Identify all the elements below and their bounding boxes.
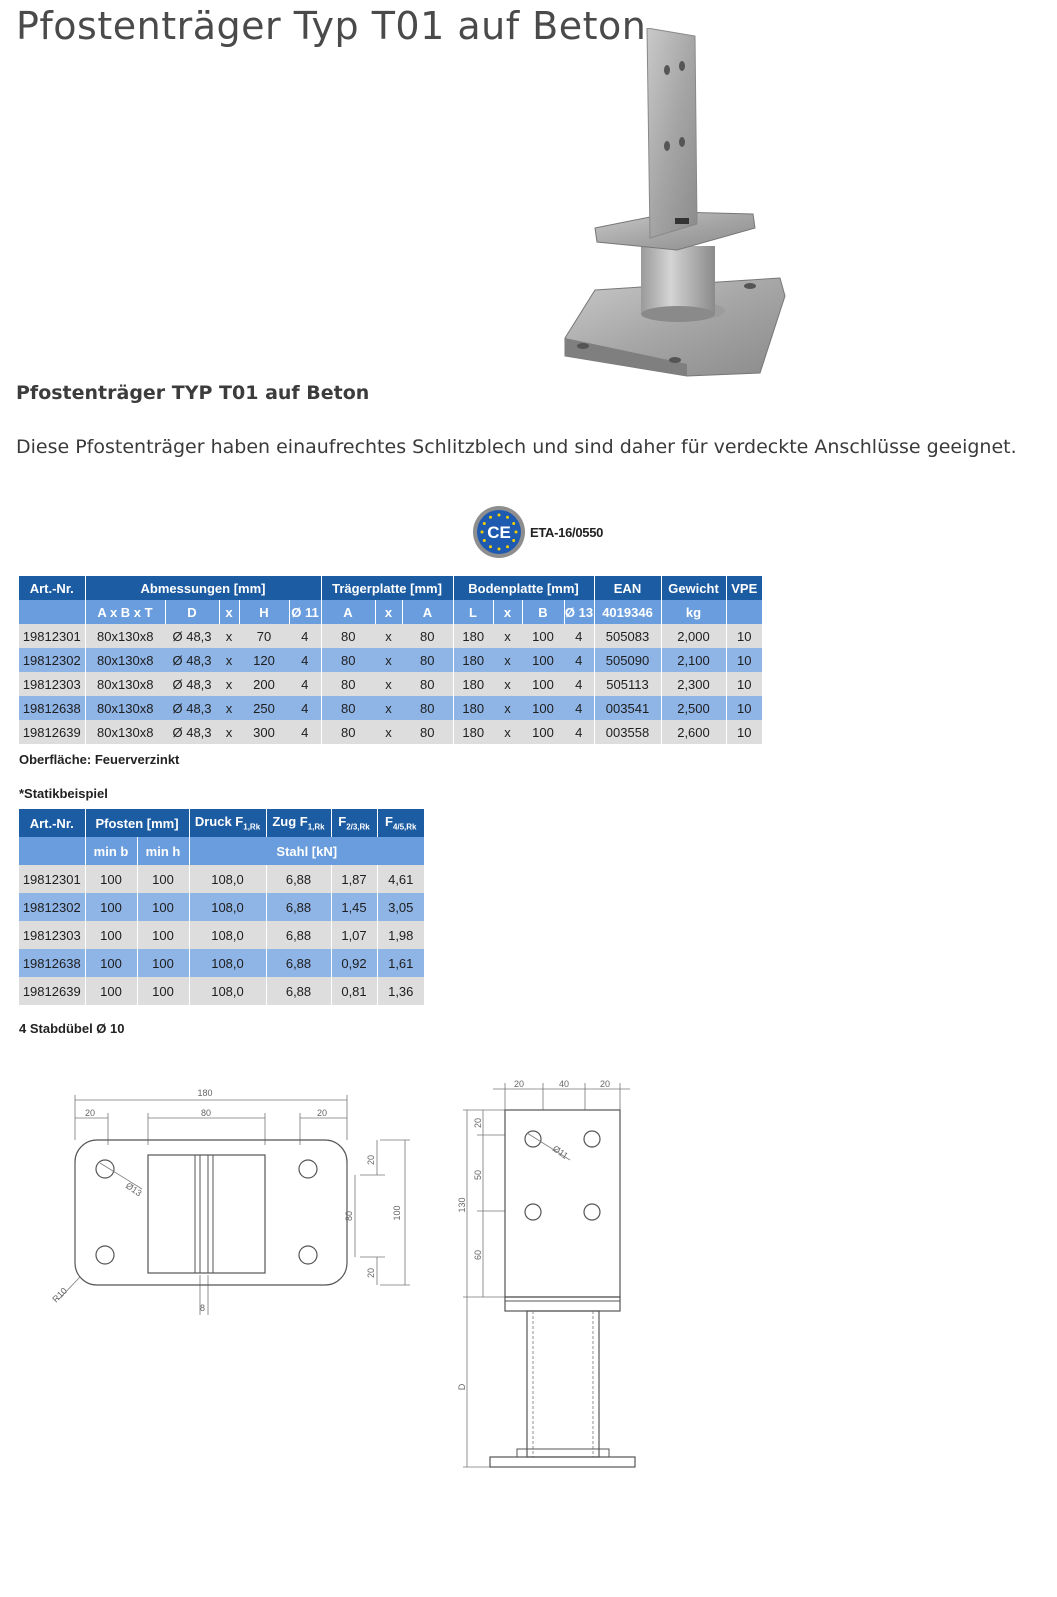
table-row xyxy=(19,865,424,893)
subheader-cell: x xyxy=(219,600,239,624)
table-cell: 19812301 xyxy=(19,624,85,648)
table-cell: 19812639 xyxy=(19,720,85,744)
dowel-note: 4 Stabdübel Ø 10 xyxy=(19,1021,125,1036)
product-table xyxy=(19,576,762,744)
table-cell: 180 xyxy=(453,720,493,744)
table-cell: 80 xyxy=(321,648,375,672)
dim-c-label: 60 xyxy=(473,1249,483,1261)
table-row xyxy=(19,949,424,977)
table-header-row xyxy=(19,809,424,837)
f23-sub: 2/3,Rk xyxy=(346,822,370,832)
table-subheader-row xyxy=(19,837,424,865)
table-cell: x xyxy=(219,648,239,672)
col-zug xyxy=(266,809,331,837)
col-art-nr: Art.-Nr. xyxy=(19,809,85,837)
table-cell: x xyxy=(375,648,402,672)
table-cell: 100 xyxy=(522,672,564,696)
table-cell: 19812302 xyxy=(19,648,85,672)
side-view-drawing xyxy=(455,1075,645,1480)
subheader-cell: D xyxy=(165,600,219,624)
f45-sub: 4/5,Rk xyxy=(392,822,417,832)
table-row xyxy=(19,893,424,921)
table-cell: 80x130x8 xyxy=(85,672,165,696)
druck-sub: 1,Rk xyxy=(243,822,261,832)
zug-label: Zug F xyxy=(272,814,308,830)
table-cell: 4 xyxy=(289,672,321,696)
table-cell: 80 xyxy=(321,720,375,744)
thickness-label: 8 xyxy=(200,1303,206,1313)
f45-label: F xyxy=(384,814,393,830)
table-cell: x xyxy=(219,720,239,744)
product-subtitle: Pfostenträger TYP T01 auf Beton xyxy=(16,382,370,404)
dim-side-bottom-label: 20 xyxy=(366,1267,376,1279)
table-cell: 100 xyxy=(137,921,189,949)
radius-label: R10 xyxy=(50,1285,70,1305)
table-cell: x xyxy=(375,624,402,648)
table-cell: 4 xyxy=(564,720,594,744)
subheader-min-b: min b xyxy=(85,837,137,865)
table-cell: Ø 48,3 xyxy=(165,624,219,648)
table-cell: 100 xyxy=(522,696,564,720)
col-vpe: VPE xyxy=(726,576,762,600)
table-cell: 4 xyxy=(289,696,321,720)
table-cell: x xyxy=(219,696,239,720)
table-cell: Ø 48,3 xyxy=(165,648,219,672)
table-cell: 80 xyxy=(402,720,453,744)
dim-top-left-label: 20 xyxy=(513,1079,525,1089)
table-cell: 80 xyxy=(321,696,375,720)
subheader-cell: A xyxy=(321,600,375,624)
table-cell: x xyxy=(375,672,402,696)
table-cell: 1,45 xyxy=(331,893,377,921)
table-cell: 10 xyxy=(726,672,762,696)
table-row xyxy=(19,921,424,949)
product-description: Diese Pfostenträger haben einaufrechtes Schlitzblech und sind daher für verdeckte Anschlüsse geeignet. xyxy=(16,436,1017,458)
table-cell: 100 xyxy=(85,893,137,921)
subheader-cell: x xyxy=(375,600,402,624)
table-cell: 10 xyxy=(726,696,762,720)
table-cell: 4 xyxy=(289,624,321,648)
col-abmessungen: Abmessungen [mm] xyxy=(85,576,321,600)
druck-label: Druck F xyxy=(194,814,244,830)
table-cell: 80x130x8 xyxy=(85,648,165,672)
table-cell: 200 xyxy=(239,672,289,696)
eta-label: ETA-16/0550 xyxy=(530,524,604,540)
col-druck xyxy=(189,809,266,837)
table-cell: 10 xyxy=(726,648,762,672)
col-art-nr: Art.-Nr. xyxy=(19,576,85,600)
table-cell: 180 xyxy=(453,624,493,648)
dim-a-label: 20 xyxy=(473,1117,483,1129)
table-cell: 505113 xyxy=(594,672,661,696)
table-row xyxy=(19,977,424,1005)
dim-side-mid-label: 80 xyxy=(344,1210,354,1222)
table-cell: 100 xyxy=(522,624,564,648)
table-cell: 1,87 xyxy=(331,865,377,893)
table-cell: 180 xyxy=(453,672,493,696)
table-cell: 19812638 xyxy=(19,949,85,977)
table-cell: 6,88 xyxy=(266,921,331,949)
table-cell: 108,0 xyxy=(189,893,266,921)
table-cell: 6,88 xyxy=(266,865,331,893)
dim-b-label: 50 xyxy=(473,1169,483,1181)
col-pfosten: Pfosten [mm] xyxy=(85,809,189,837)
table-cell: 100 xyxy=(85,977,137,1005)
subheader-cell: A xyxy=(402,600,453,624)
certification xyxy=(472,505,603,559)
subheader-cell: H xyxy=(239,600,289,624)
page-title: Pfostenträger Typ T01 auf Beton xyxy=(16,4,647,48)
table-cell: 2,600 xyxy=(661,720,726,744)
table-cell: 2,500 xyxy=(661,696,726,720)
statik-title: *Statikbeispiel xyxy=(19,786,108,801)
table-cell: x xyxy=(493,720,522,744)
table-cell: 80 xyxy=(321,624,375,648)
dim-total-label: 180 xyxy=(197,1088,213,1098)
table-cell: 19812638 xyxy=(19,696,85,720)
table-cell: 003541 xyxy=(594,696,661,720)
table-row xyxy=(19,672,762,696)
table-cell: 4 xyxy=(564,624,594,648)
statik-table xyxy=(19,809,424,1005)
table-subheader-row xyxy=(19,600,762,624)
dim-d-label: D xyxy=(457,1383,467,1391)
subheader-cell xyxy=(19,600,85,624)
table-cell: 80x130x8 xyxy=(85,720,165,744)
table-cell: 250 xyxy=(239,696,289,720)
table-cell: x xyxy=(375,720,402,744)
table-cell: 80 xyxy=(321,672,375,696)
table-cell: 108,0 xyxy=(189,949,266,977)
table-cell: x xyxy=(493,648,522,672)
table-cell: 505090 xyxy=(594,648,661,672)
subheader-cell xyxy=(726,600,762,624)
table-cell: Ø 48,3 xyxy=(165,672,219,696)
table-cell: 108,0 xyxy=(189,865,266,893)
hole-label: Ø11 xyxy=(550,1143,570,1162)
table-cell: 80 xyxy=(402,648,453,672)
subheader-cell: L xyxy=(453,600,493,624)
table-row xyxy=(19,648,762,672)
table-cell: 19812302 xyxy=(19,893,85,921)
table-cell: 505083 xyxy=(594,624,661,648)
table-cell: 300 xyxy=(239,720,289,744)
col-f23 xyxy=(331,809,377,837)
table-cell: 180 xyxy=(453,648,493,672)
table-cell: 1,36 xyxy=(377,977,424,1005)
table-cell: 10 xyxy=(726,720,762,744)
table-cell: 4 xyxy=(564,696,594,720)
table-cell: 120 xyxy=(239,648,289,672)
dim-top-mid-label: 40 xyxy=(558,1079,570,1089)
table-cell: 19812301 xyxy=(19,865,85,893)
table-row xyxy=(19,696,762,720)
table-cell: 4 xyxy=(289,648,321,672)
table-header-row xyxy=(19,576,762,600)
table-cell: 108,0 xyxy=(189,921,266,949)
table-cell: x xyxy=(493,696,522,720)
dim-height-label: 100 xyxy=(392,1205,402,1221)
subheader-cell: kg xyxy=(661,600,726,624)
table-cell: 100 xyxy=(522,720,564,744)
subheader-cell: Ø 11 xyxy=(289,600,321,624)
dim-right-label: 20 xyxy=(316,1108,328,1118)
table-cell: 100 xyxy=(85,865,137,893)
table-cell: x xyxy=(493,672,522,696)
surface-note: Oberfläche: Feuerverzinkt xyxy=(19,752,180,767)
table-cell: 80 xyxy=(402,672,453,696)
subheader-min-h: min h xyxy=(137,837,189,865)
table-cell: 100 xyxy=(137,893,189,921)
table-cell: 100 xyxy=(85,949,137,977)
table-cell: 2,000 xyxy=(661,624,726,648)
table-cell: 4 xyxy=(564,672,594,696)
subheader-cell xyxy=(19,837,85,865)
table-cell: 70 xyxy=(239,624,289,648)
dim-left-label: 20 xyxy=(84,1108,96,1118)
dim-total-label: 130 xyxy=(457,1197,467,1213)
table-cell: Ø 48,3 xyxy=(165,720,219,744)
table-cell: 19812303 xyxy=(19,921,85,949)
col-gewicht: Gewicht xyxy=(661,576,726,600)
table-cell: 100 xyxy=(85,921,137,949)
table-row xyxy=(19,624,762,648)
hole-label: Ø13 xyxy=(123,1180,144,1199)
table-cell: 4 xyxy=(289,720,321,744)
table-cell: 003558 xyxy=(594,720,661,744)
table-cell: 10 xyxy=(726,624,762,648)
table-cell: 100 xyxy=(522,648,564,672)
table-cell: 0,92 xyxy=(331,949,377,977)
table-cell: 3,05 xyxy=(377,893,424,921)
table-cell: 0,81 xyxy=(331,977,377,1005)
col-bodenplatte: Bodenplatte [mm] xyxy=(453,576,594,600)
table-cell: 100 xyxy=(137,977,189,1005)
table-cell: 100 xyxy=(137,865,189,893)
dim-mid-label: 80 xyxy=(200,1108,212,1118)
table-cell: 108,0 xyxy=(189,977,266,1005)
col-f45 xyxy=(377,809,424,837)
base-plate-drawing xyxy=(50,1085,410,1325)
ce-mark-icon xyxy=(472,505,526,559)
table-cell: 4 xyxy=(564,648,594,672)
table-cell: Ø 48,3 xyxy=(165,696,219,720)
dim-top-right-label: 20 xyxy=(599,1079,611,1089)
table-cell: 1,61 xyxy=(377,949,424,977)
zug-sub: 1,Rk xyxy=(307,822,325,832)
table-cell: 6,88 xyxy=(266,893,331,921)
col-ean: EAN xyxy=(594,576,661,600)
table-cell: 100 xyxy=(137,949,189,977)
table-cell: 180 xyxy=(453,696,493,720)
table-cell: x xyxy=(219,672,239,696)
product-photo xyxy=(555,28,787,378)
table-cell: 2,100 xyxy=(661,648,726,672)
table-cell: 80 xyxy=(402,696,453,720)
table-cell: 19812639 xyxy=(19,977,85,1005)
table-cell: x xyxy=(375,696,402,720)
table-cell: x xyxy=(493,624,522,648)
subheader-cell: B xyxy=(522,600,564,624)
table-cell: 80 xyxy=(402,624,453,648)
table-cell: 19812303 xyxy=(19,672,85,696)
table-cell: 80x130x8 xyxy=(85,696,165,720)
subheader-cell: Ø 13 xyxy=(564,600,594,624)
table-cell: 6,88 xyxy=(266,977,331,1005)
subheader-cell: 4019346 xyxy=(594,600,661,624)
svg-text:CE: CE xyxy=(487,523,511,542)
subheader-cell: A x B x T xyxy=(85,600,165,624)
col-traegerplatte: Trägerplatte [mm] xyxy=(321,576,453,600)
table-cell: 6,88 xyxy=(266,949,331,977)
table-cell: 2,300 xyxy=(661,672,726,696)
f23-label: F xyxy=(338,814,347,830)
table-cell: 1,98 xyxy=(377,921,424,949)
subheader-cell: x xyxy=(493,600,522,624)
table-cell: x xyxy=(219,624,239,648)
table-row xyxy=(19,720,762,744)
subheader-stahl: Stahl [kN] xyxy=(189,837,424,865)
dim-side-top-label: 20 xyxy=(366,1154,376,1166)
table-cell: 4,61 xyxy=(377,865,424,893)
table-cell: 80x130x8 xyxy=(85,624,165,648)
table-cell: 1,07 xyxy=(331,921,377,949)
